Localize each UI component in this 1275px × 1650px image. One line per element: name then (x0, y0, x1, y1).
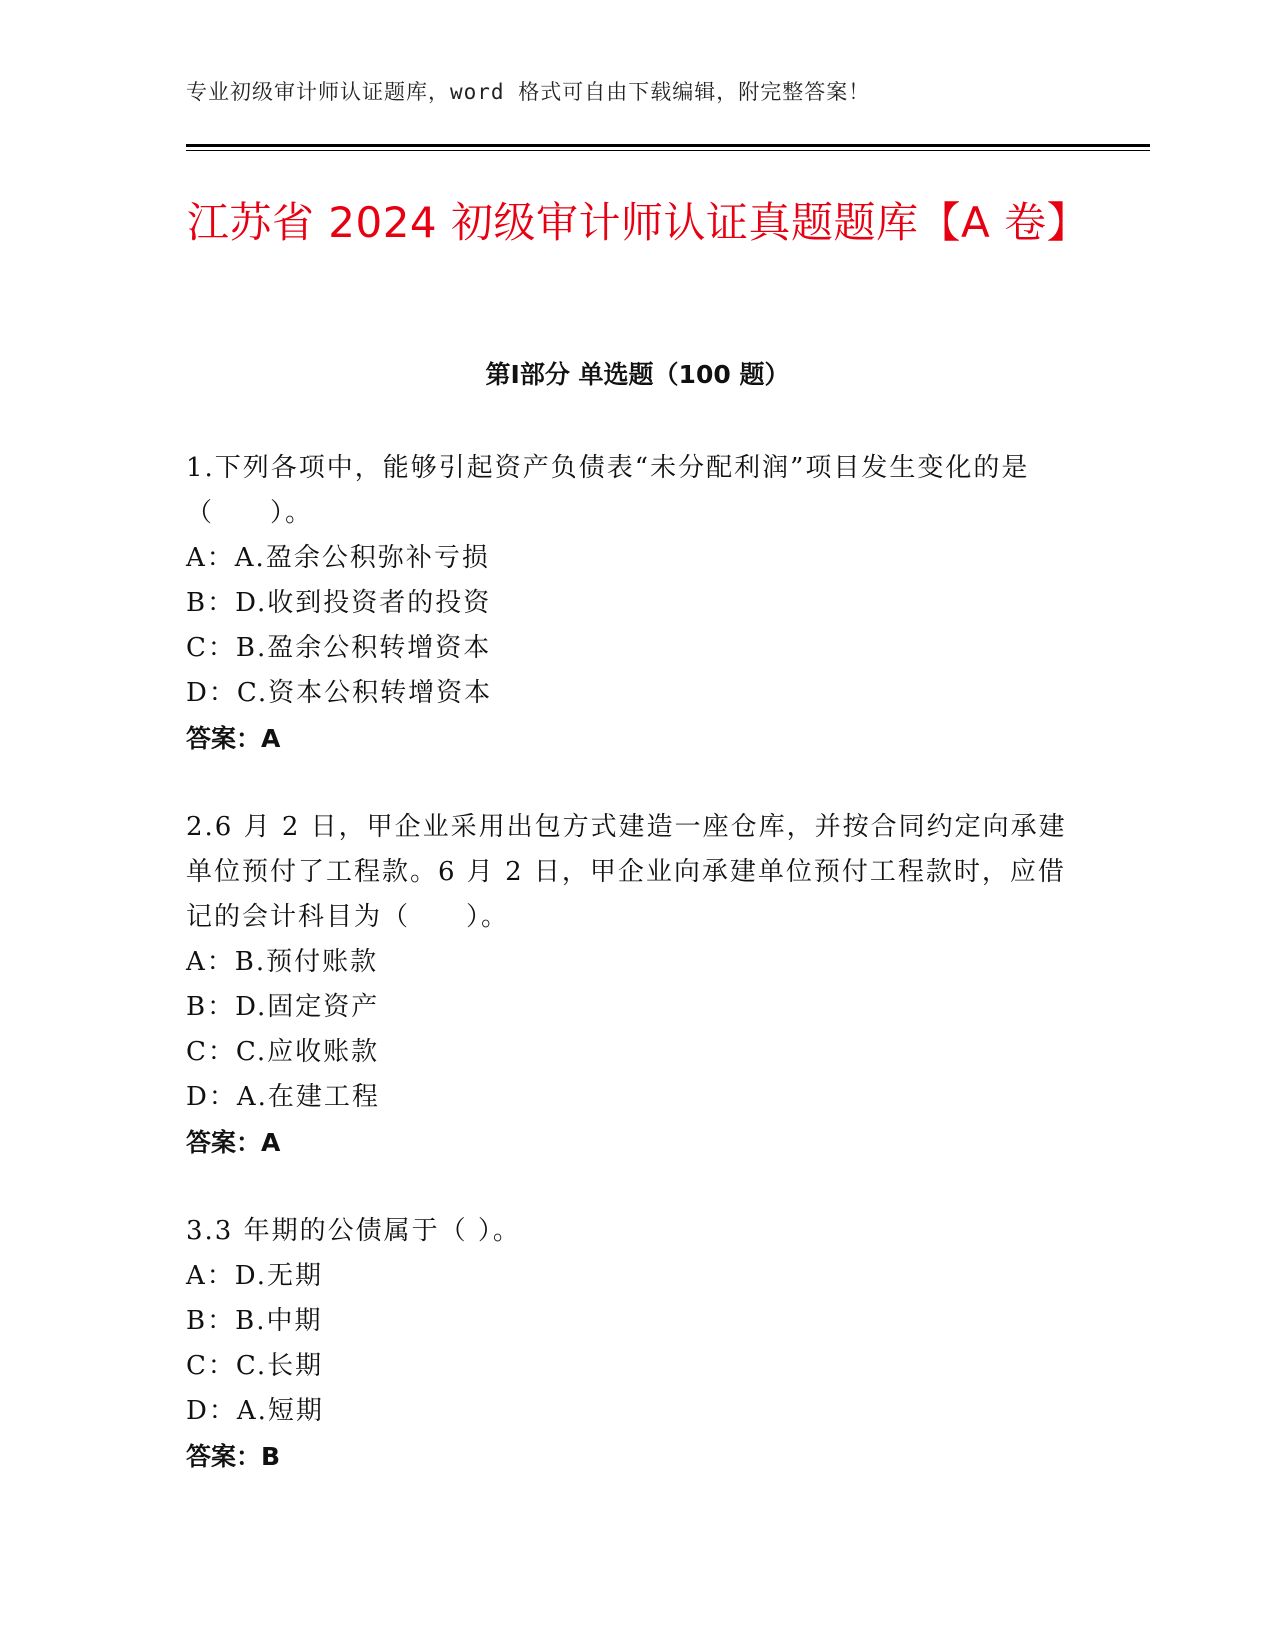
option-a: A：A.盈余公积弥补亏损 (186, 543, 490, 573)
option-b: B：B.中期 (186, 1306, 323, 1336)
question-1 (186, 446, 1086, 761)
document-title: 江苏省 2024 初级审计师认证真题题库【A 卷】 (186, 198, 1090, 247)
option-d: D：A.在建工程 (186, 1082, 380, 1112)
header-rule-thin (186, 150, 1150, 151)
option-a: A：B.预付账款 (186, 947, 379, 977)
section-title: 第Ⅰ部分 单选题（100 题） (485, 360, 790, 389)
option-d: D：C.资本公积转增资本 (186, 678, 493, 708)
option-c: C：B.盈余公积转增资本 (186, 633, 492, 663)
option-b: B：D.收到投资者的投资 (186, 588, 492, 618)
option-c: C：C.长期 (186, 1351, 324, 1381)
question-stem: 2.6 月 2 日，甲企业采用出包方式建造一座仓库，并按合同约定向承建单位预付了工程款。6 月 2 日，甲企业向承建单位预付工程款时，应借记的会计科目为（ ）。 (186, 812, 1067, 932)
option-b: B：D.固定资产 (186, 992, 380, 1022)
question-3 (186, 1209, 1086, 1479)
answer: 答案：A (186, 1128, 281, 1157)
option-c: C：C.应收账款 (186, 1037, 380, 1067)
question-stem: 3.3 年期的公债属于（ ）。 (186, 1216, 521, 1246)
option-d: D：A.短期 (186, 1396, 324, 1426)
question-stem: 1.下列各项中，能够引起资产负债表“未分配利润”项目发生变化的是（ ）。 (186, 453, 1030, 528)
header-note: 专业初级审计师认证题库，word 格式可自由下载编辑，附完整答案！ (186, 80, 871, 104)
question-list (186, 446, 1086, 1523)
question-2 (186, 805, 1086, 1165)
header-rule-thick (186, 144, 1150, 147)
answer: 答案：B (186, 1442, 281, 1471)
option-a: A：D.无期 (186, 1261, 323, 1291)
answer: 答案：A (186, 724, 281, 753)
